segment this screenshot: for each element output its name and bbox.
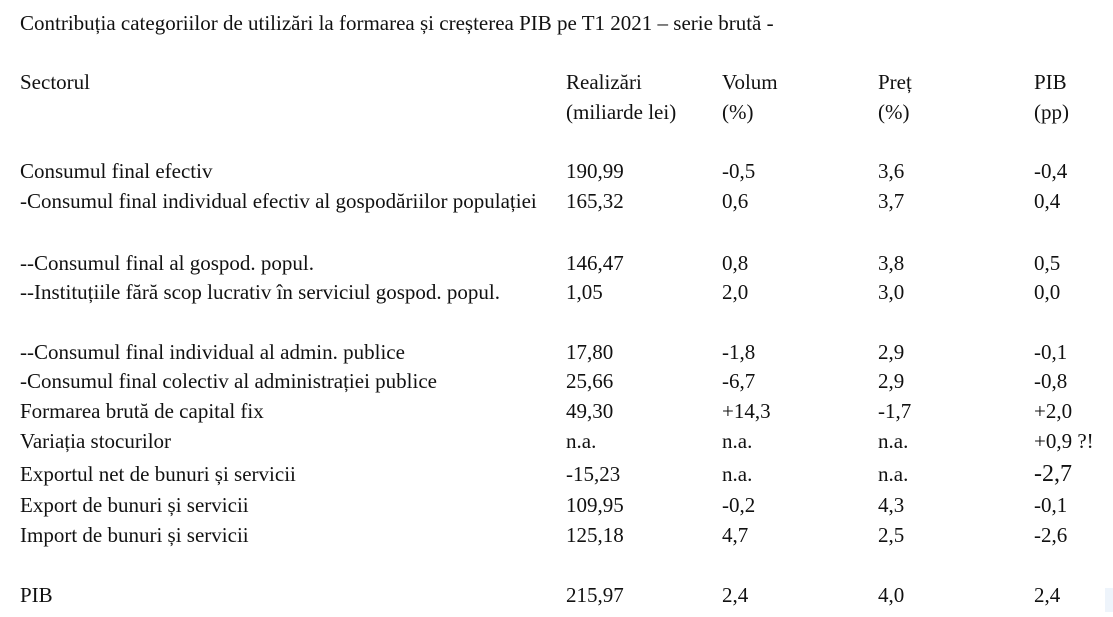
pret-cell: 3,8 <box>878 251 905 275</box>
sector-cell: --Instituțiile fără scop lucrativ în serviciul gospod. popul. <box>20 280 500 304</box>
pret-cell: 3,6 <box>878 159 905 183</box>
pret-cell: 4,0 <box>878 583 905 607</box>
pib-cell: -2,6 <box>1034 523 1068 547</box>
pret-cell: 2,5 <box>878 523 905 547</box>
volum-cell: 4,7 <box>722 523 749 547</box>
volum-cell: +14,3 <box>722 399 771 423</box>
volum-cell: 0,6 <box>722 189 749 213</box>
pib-cell: +2,0 <box>1034 399 1073 423</box>
realizari-cell: 1,05 <box>566 280 603 304</box>
realizari-cell: 190,99 <box>566 159 624 183</box>
sector-cell: -Consumul final individual efectiv al gospodăriilor populației <box>20 189 537 213</box>
realizari-cell: 165,32 <box>566 189 624 213</box>
header-volum-unit: (%) <box>722 100 754 124</box>
realizari-cell: -15,23 <box>566 462 621 486</box>
sector-cell: --Consumul final al gospod. popul. <box>20 251 314 275</box>
pret-cell: -1,7 <box>878 399 912 423</box>
pret-cell: 2,9 <box>878 369 905 393</box>
realizari-cell: 17,80 <box>566 340 614 364</box>
pret-cell: n.a. <box>878 462 909 486</box>
pib-cell: 2,4 <box>1034 583 1061 607</box>
header-pib-unit: (pp) <box>1034 100 1069 124</box>
sector-cell: Import de bunuri și servicii <box>20 523 249 547</box>
pib-cell: 0,4 <box>1034 189 1061 213</box>
pib-cell: 0,0 <box>1034 280 1061 304</box>
pret-cell: n.a. <box>878 429 909 453</box>
volum-cell: -1,8 <box>722 340 756 364</box>
pib-cell: -0,4 <box>1034 159 1068 183</box>
sector-cell: Export de bunuri și servicii <box>20 493 249 517</box>
realizari-cell: 215,97 <box>566 583 624 607</box>
pib-cell: -0,1 <box>1034 340 1068 364</box>
pib-cell: +0,9 ?! <box>1034 429 1094 453</box>
volum-cell: 0,8 <box>722 251 749 275</box>
volum-cell: -6,7 <box>722 369 756 393</box>
pib-cell: -2,7 <box>1034 461 1072 487</box>
sector-cell: -Consumul final colectiv al administrației publice <box>20 369 437 393</box>
volum-cell: -0,5 <box>722 159 756 183</box>
header-pret: Preț <box>878 70 912 94</box>
realizari-cell: 109,95 <box>566 493 624 517</box>
pib-cell: -0,8 <box>1034 369 1068 393</box>
page-title: Contribuția categoriilor de utilizări la formarea și creșterea PIB pe T1 2021 – serie brută - <box>20 11 774 35</box>
volum-cell: n.a. <box>722 429 753 453</box>
pret-cell: 2,9 <box>878 340 905 364</box>
realizari-cell: 25,66 <box>566 369 614 393</box>
sector-cell: Variația stocurilor <box>20 429 172 453</box>
pret-cell: 4,3 <box>878 493 905 517</box>
sector-cell: Consumul final efectiv <box>20 159 213 183</box>
realizari-cell: 146,47 <box>566 251 624 275</box>
pib-cell: 0,5 <box>1034 251 1061 275</box>
volum-cell: n.a. <box>722 462 753 486</box>
header-realizari-unit: (miliarde lei) <box>566 100 677 124</box>
header-pret-unit: (%) <box>878 100 910 124</box>
sector-cell: Exportul net de bunuri și servicii <box>20 462 296 486</box>
header-volum: Volum <box>722 70 778 94</box>
pib-cell: -0,1 <box>1034 493 1068 517</box>
header-sector: Sectorul <box>20 70 90 94</box>
header-pib: PIB <box>1034 70 1067 94</box>
volum-cell: 2,0 <box>722 280 749 304</box>
sector-cell: --Consumul final individual al admin. publice <box>20 340 405 364</box>
volum-cell: -0,2 <box>722 493 756 517</box>
corner-artifact <box>1105 588 1113 612</box>
volum-cell: 2,4 <box>722 583 749 607</box>
realizari-cell: n.a. <box>566 429 597 453</box>
sector-cell: Formarea brută de capital fix <box>20 399 264 423</box>
pret-cell: 3,7 <box>878 189 905 213</box>
pret-cell: 3,0 <box>878 280 905 304</box>
realizari-cell: 125,18 <box>566 523 624 547</box>
sector-cell: PIB <box>20 583 53 607</box>
header-realizari: Realizări <box>566 70 642 94</box>
table-header <box>0 67 1113 127</box>
realizari-cell: 49,30 <box>566 399 614 423</box>
